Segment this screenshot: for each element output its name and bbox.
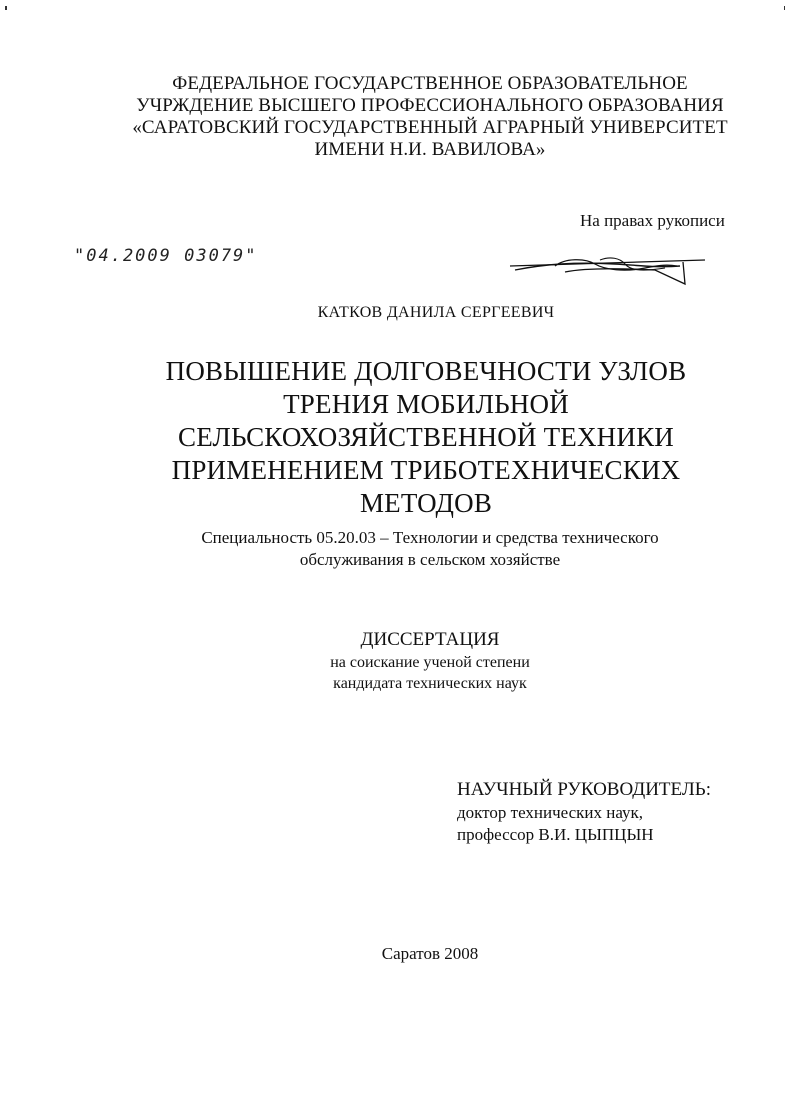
- degree-line-2: кандидата технических наук: [333, 675, 527, 692]
- institution-line-3: «САРАТОВСКИЙ ГОСУДАРСТВЕННЫЙ АГРАРНЫЙ УНИВЕРСИТЕТ: [132, 117, 728, 138]
- specialty-line-2: обслуживания в сельском хозяйстве: [299, 550, 561, 569]
- institution-line-1: ФЕДЕРАЛЬНОЕ ГОСУДАРСТВЕННОЕ ОБРАЗОВАТЕЛЬНОЕ: [172, 73, 688, 94]
- dissertation-title: [30, 355, 792, 520]
- scan-speck: [784, 6, 785, 10]
- dissertation-heading: ДИССЕРТАЦИЯ: [360, 629, 500, 650]
- registration-stamp: "04.2009 03079": [74, 246, 258, 266]
- title-line-4: ПРИМЕНЕНИЕМ ТРИБОТЕХНИЧЕСКИХ: [171, 455, 681, 485]
- institution-line-2: УЧРЖДЕНИЕ ВЫСШЕГО ПРОФЕССИОНАЛЬНОГО ОБРАЗОВАНИЯ: [136, 95, 724, 116]
- place-year: Саратов 2008: [381, 944, 479, 963]
- title-line-1: ПОВЫШЕНИЕ ДОЛГОВЕЧНОСТИ УЗЛОВ: [165, 356, 687, 386]
- supervisor-heading: НАУЧНЫЙ РУКОВОДИТЕЛЬ:: [457, 779, 711, 800]
- supervisor-line-2: профессор В.И. ЦЫПЦЫН: [457, 825, 654, 844]
- author-name: КАТКОВ ДАНИЛА СЕРГЕЕВИЧ: [317, 304, 555, 321]
- supervisor-line-1: доктор технических наук,: [457, 803, 644, 822]
- dissertation-block: [34, 628, 792, 694]
- specialty-line-1: Специальность 05.20.03 – Технологии и средства технического: [201, 528, 659, 547]
- title-line-3: СЕЛЬСКОХОЗЯЙСТВЕННОЙ ТЕХНИКИ: [178, 422, 674, 452]
- rights-note: На правах рукописи: [580, 211, 725, 230]
- signature-scribble: [505, 246, 705, 290]
- degree-line-1: на соискание ученой степени: [330, 654, 530, 671]
- institution-line-4: ИМЕНИ Н.И. ВАВИЛОВА»: [314, 139, 546, 160]
- scan-speck: [5, 6, 7, 10]
- institution-header: [30, 73, 792, 161]
- title-line-2: ТРЕНИЯ МОБИЛЬНОЙ: [283, 389, 569, 419]
- supervisor-block: [457, 778, 711, 846]
- specialty-block: [34, 527, 792, 571]
- title-line-5: МЕТОДОВ: [359, 488, 493, 518]
